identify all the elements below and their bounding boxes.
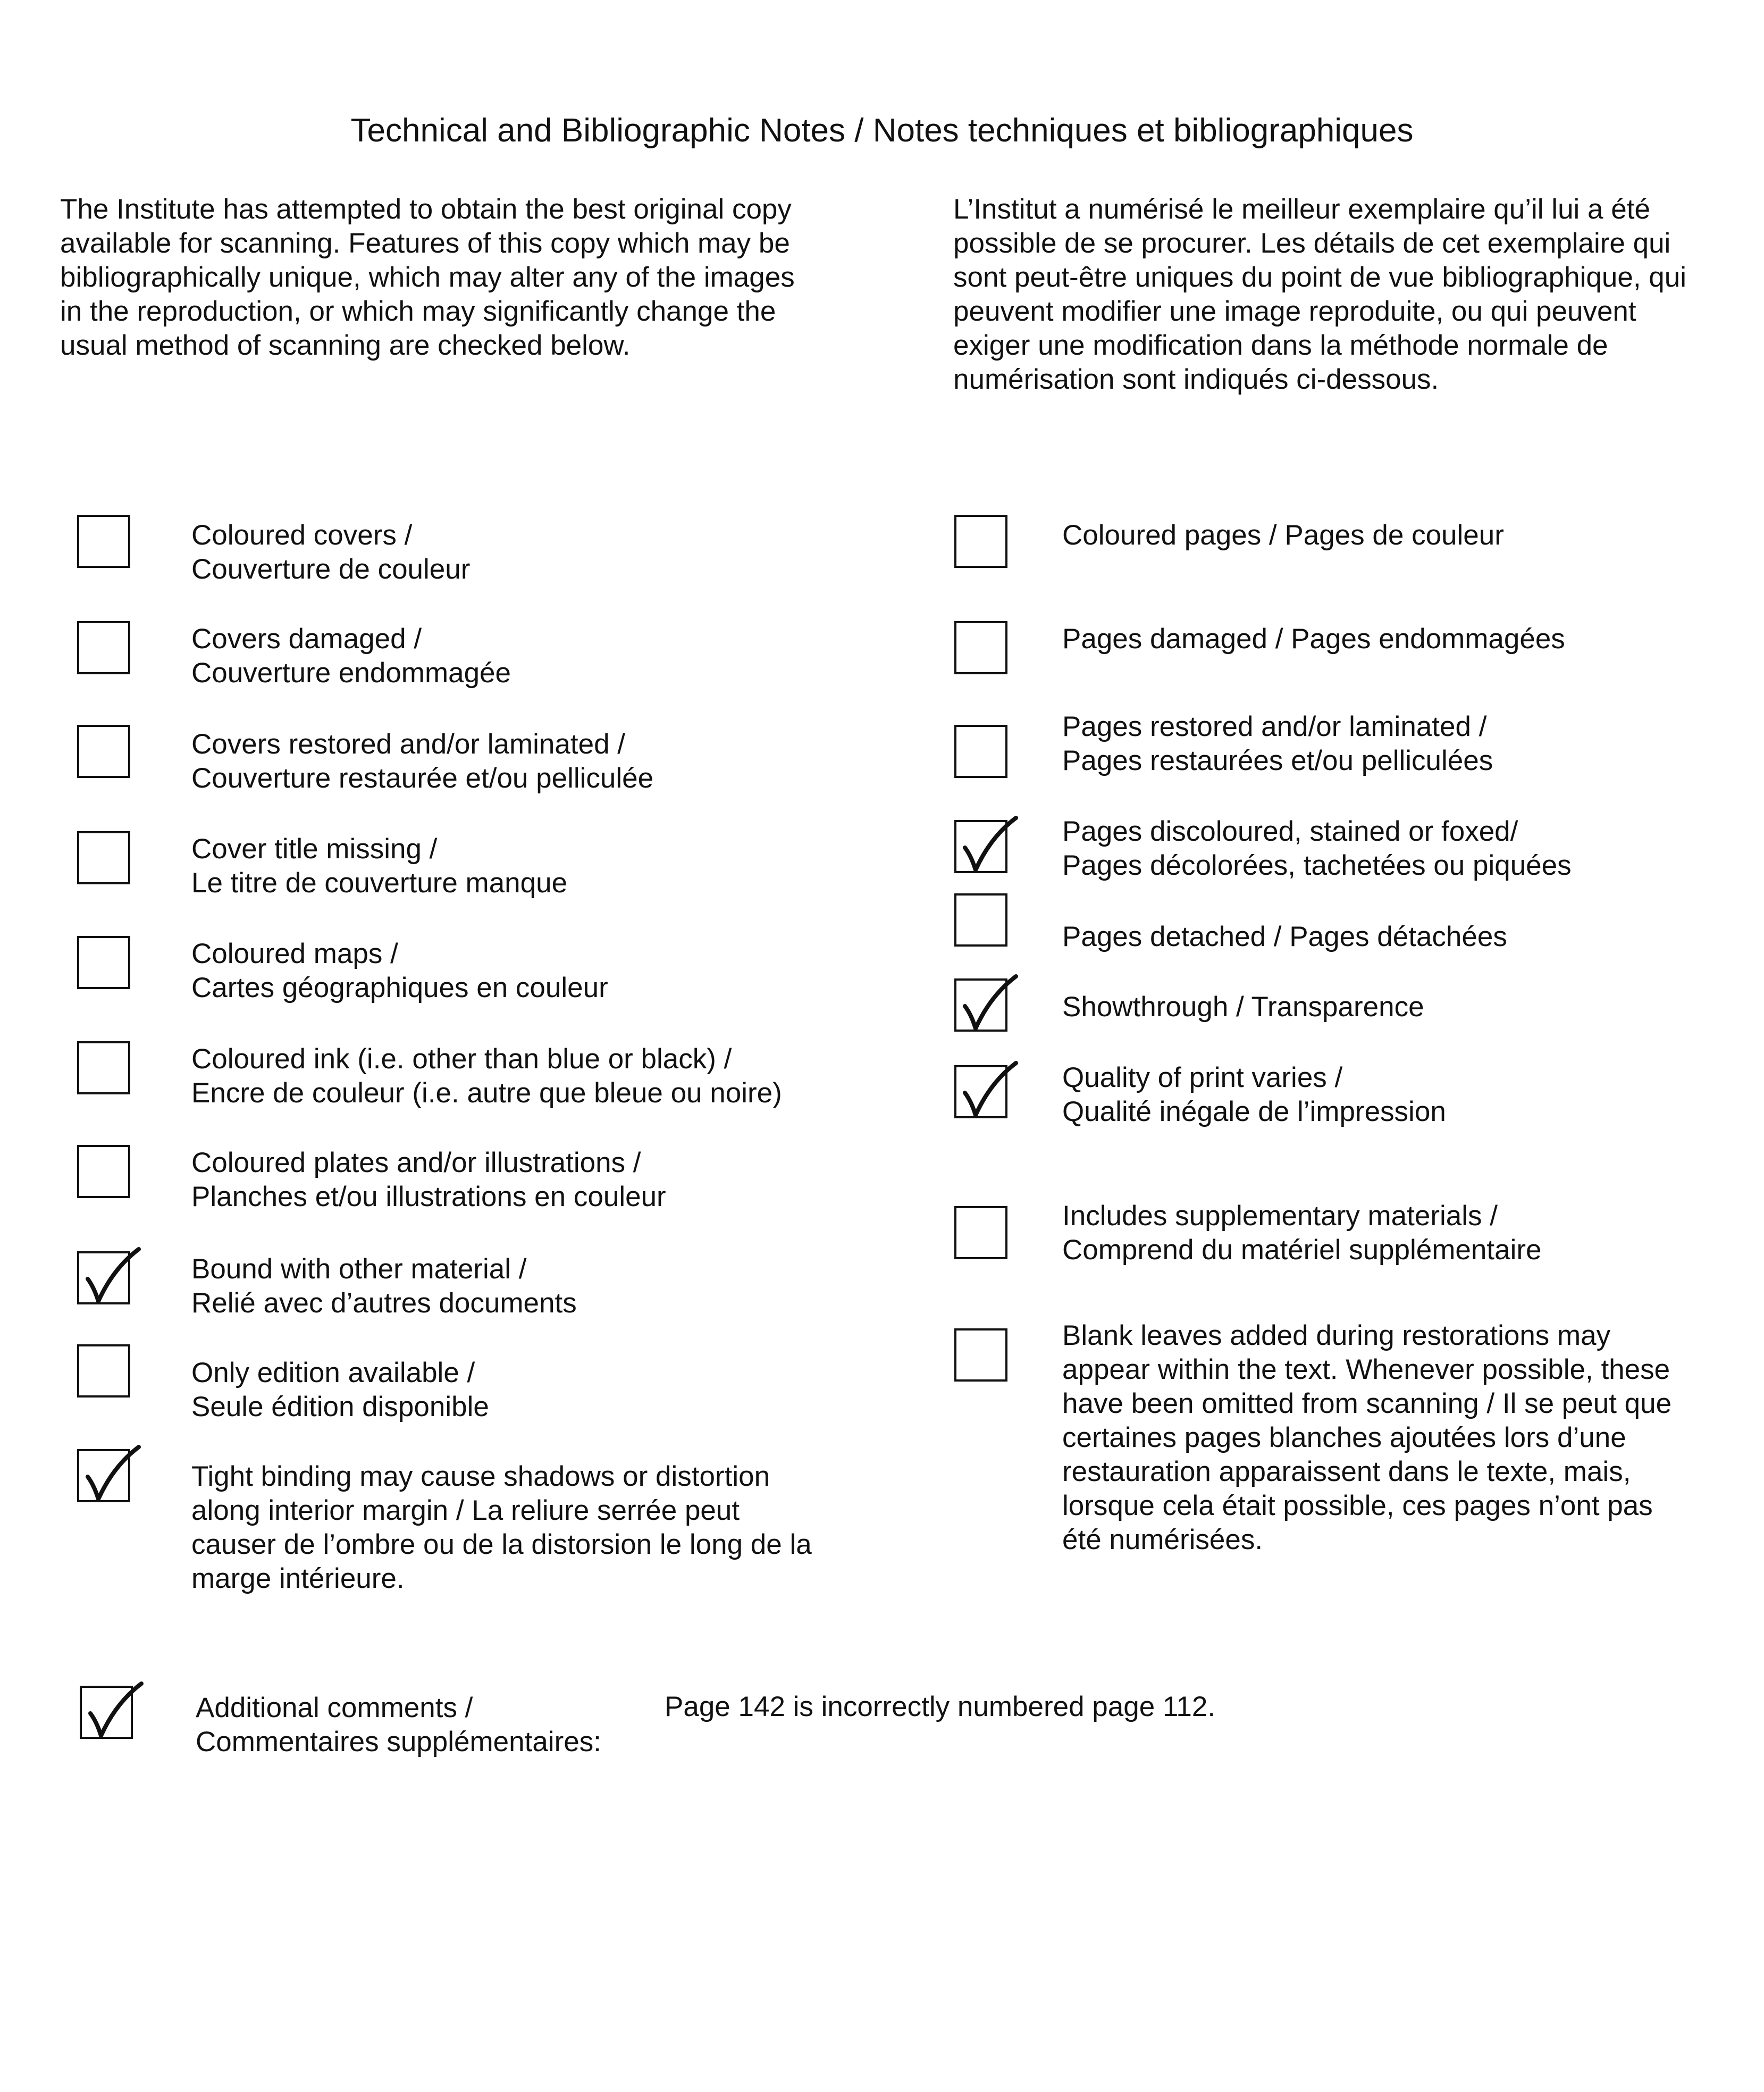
intro-english-line: The Institute has attempted to obtain the best original copy bbox=[60, 194, 792, 225]
label-line: Pages damaged / Pages endommagées bbox=[1062, 623, 1565, 655]
label-line: Coloured ink (i.e. other than blue or black) / bbox=[191, 1043, 732, 1075]
page-title: Technical and Bibliographic Notes / Notes techniques et bibliographiques bbox=[350, 112, 1414, 149]
label-line: Planches et/ou illustrations en couleur bbox=[191, 1181, 666, 1212]
checklist-item-label bbox=[191, 832, 567, 900]
label-line: certaines pages blanches ajoutées lors d’une bbox=[1062, 1422, 1626, 1453]
checklist-item-label bbox=[1062, 518, 1504, 553]
checkbox[interactable] bbox=[77, 621, 130, 674]
label-line: Coloured covers / bbox=[191, 520, 413, 551]
label-line: Additional comments / bbox=[196, 1692, 473, 1723]
label-line: Includes supplementary materials / bbox=[1062, 1200, 1498, 1232]
checklist-item-label bbox=[191, 518, 470, 587]
label-line: Coloured plates and/or illustrations / bbox=[191, 1147, 641, 1178]
label-line: restauration apparaissent dans le texte, mais, bbox=[1062, 1456, 1631, 1487]
checklist-item-label bbox=[1062, 1061, 1446, 1129]
label-line: Pages restored and/or laminated / bbox=[1062, 711, 1487, 742]
label-line: Bound with other material / bbox=[191, 1253, 527, 1285]
checkbox[interactable] bbox=[77, 1145, 130, 1198]
intro-french-line: peuvent modifier une image reproduite, ou qui peuvent bbox=[953, 296, 1636, 327]
checkmark-icon bbox=[953, 1056, 1017, 1125]
checklist-item-label bbox=[191, 1146, 666, 1214]
checked-checkbox[interactable] bbox=[77, 1449, 130, 1502]
label-line: Showthrough / Transparence bbox=[1062, 991, 1424, 1023]
intro-french-line: possible de se procurer. Les détails de cet exemplaire qui bbox=[953, 228, 1671, 259]
intro-english bbox=[60, 193, 795, 363]
label-line: Only edition available / bbox=[191, 1357, 475, 1388]
checked-checkbox[interactable] bbox=[77, 1251, 130, 1304]
label-line: marge intérieure. bbox=[191, 1563, 405, 1594]
label-line: Pages décolorées, tachetées ou piquées bbox=[1062, 850, 1572, 881]
label-line: Cover title missing / bbox=[191, 833, 438, 865]
label-line: Pages detached / Pages détachées bbox=[1062, 921, 1507, 952]
intro-french-line: L’Institut a numérisé le meilleur exemplaire qu’il lui a été bbox=[953, 194, 1650, 225]
label-line: along interior margin / La reliure serrée peut bbox=[191, 1495, 740, 1526]
intro-french-line: exiger une modification dans la méthode normale de bbox=[953, 330, 1608, 361]
checked-checkbox[interactable] bbox=[954, 978, 1007, 1032]
checklist-item-label bbox=[1062, 622, 1565, 656]
label-line: Qualité inégale de l’impression bbox=[1062, 1096, 1446, 1127]
label-line: Covers restored and/or laminated / bbox=[191, 729, 626, 760]
intro-french-line: sont peut-être uniques du point de vue bibliographique, qui bbox=[953, 262, 1687, 293]
checkmark-icon bbox=[953, 969, 1017, 1038]
checklist-item-label bbox=[191, 1356, 489, 1424]
checkmark-icon bbox=[953, 810, 1017, 880]
intro-french bbox=[953, 193, 1686, 397]
checked-checkbox[interactable] bbox=[954, 1065, 1007, 1118]
checkbox[interactable] bbox=[77, 936, 130, 989]
checkbox[interactable] bbox=[77, 831, 130, 884]
intro-french-line: numérisation sont indiqués ci-dessous. bbox=[953, 364, 1439, 395]
label-line: Pages restaurées et/ou pelliculées bbox=[1062, 745, 1493, 776]
label-line: Couverture de couleur bbox=[191, 554, 471, 585]
checklist-item-label bbox=[191, 1460, 812, 1596]
label-line: Blank leaves added during restorations may bbox=[1062, 1320, 1611, 1351]
label-line: Covers damaged / bbox=[191, 623, 422, 655]
intro-english-line: usual method of scanning are checked below. bbox=[60, 330, 631, 361]
additional-comments-checkbox[interactable] bbox=[80, 1686, 133, 1739]
checkbox[interactable] bbox=[954, 725, 1007, 778]
label-line: Pages discoloured, stained or foxed/ bbox=[1062, 816, 1518, 847]
checkbox[interactable] bbox=[77, 515, 130, 568]
checkmark-icon bbox=[76, 1242, 140, 1311]
label-line: Cartes géographiques en couleur bbox=[191, 972, 608, 1003]
checklist-item-label bbox=[191, 622, 511, 690]
label-line: Comprend du matériel supplémentaire bbox=[1062, 1234, 1542, 1266]
checklist-item-label bbox=[1062, 990, 1424, 1024]
label-line: Encre de couleur (i.e. autre que bleue ou noire) bbox=[191, 1077, 782, 1109]
label-line: Coloured maps / bbox=[191, 938, 398, 969]
intro-english-line: available for scanning. Features of this copy which may be bbox=[60, 228, 790, 259]
additional-comments-label bbox=[196, 1691, 601, 1759]
label-line: Relié avec d’autres documents bbox=[191, 1287, 577, 1319]
checkbox[interactable] bbox=[954, 1328, 1007, 1382]
checkbox[interactable] bbox=[954, 893, 1007, 947]
checklist-item-label bbox=[1062, 710, 1493, 778]
checkbox[interactable] bbox=[77, 725, 130, 778]
checklist-item-label bbox=[1062, 920, 1507, 954]
label-line: Tight binding may cause shadows or distortion bbox=[191, 1461, 770, 1492]
additional-comments-text: Page 142 is incorrectly numbered page 112. bbox=[665, 1691, 1216, 1722]
checklist-item-label bbox=[1062, 1199, 1541, 1267]
label-line: Coloured pages / Pages de couleur bbox=[1062, 520, 1504, 551]
label-line: Le titre de couverture manque bbox=[191, 867, 568, 899]
label-line: été numérisées. bbox=[1062, 1524, 1263, 1555]
label-line: causer de l’ombre ou de la distorsion le long de la bbox=[191, 1529, 812, 1560]
checklist-item-label bbox=[191, 937, 608, 1005]
label-line: Quality of print varies / bbox=[1062, 1062, 1343, 1093]
label-line: appear within the text. Whenever possible, these bbox=[1062, 1354, 1670, 1385]
checkbox[interactable] bbox=[954, 515, 1007, 568]
checklist-item-label bbox=[191, 1252, 577, 1320]
label-line: lorsque cela était possible, ces pages n’ont pas bbox=[1062, 1490, 1653, 1521]
label-line: Couverture restaurée et/ou pelliculée bbox=[191, 763, 654, 794]
label-line: Commentaires supplémentaires: bbox=[196, 1726, 601, 1758]
intro-english-line: in the reproduction, or which may significantly change the bbox=[60, 296, 776, 327]
checklist-item-label bbox=[191, 1042, 782, 1110]
checkbox[interactable] bbox=[77, 1344, 130, 1398]
label-line: have been omitted from scanning / Il se peut que bbox=[1062, 1388, 1672, 1419]
intro-english-line: bibliographically unique, which may alter any of the images bbox=[60, 262, 795, 293]
checklist-item-label bbox=[1062, 1319, 1671, 1557]
label-line: Seule édition disponible bbox=[191, 1391, 489, 1422]
checkmark-icon bbox=[79, 1676, 142, 1745]
checkbox[interactable] bbox=[954, 1206, 1007, 1259]
checklist-item-label bbox=[1062, 815, 1572, 883]
checkbox[interactable] bbox=[77, 1041, 130, 1094]
checkbox[interactable] bbox=[954, 621, 1007, 674]
checked-checkbox[interactable] bbox=[954, 820, 1007, 873]
checklist-item-label bbox=[191, 727, 653, 796]
checkmark-icon bbox=[76, 1440, 140, 1509]
label-line: Couverture endommagée bbox=[191, 657, 511, 689]
